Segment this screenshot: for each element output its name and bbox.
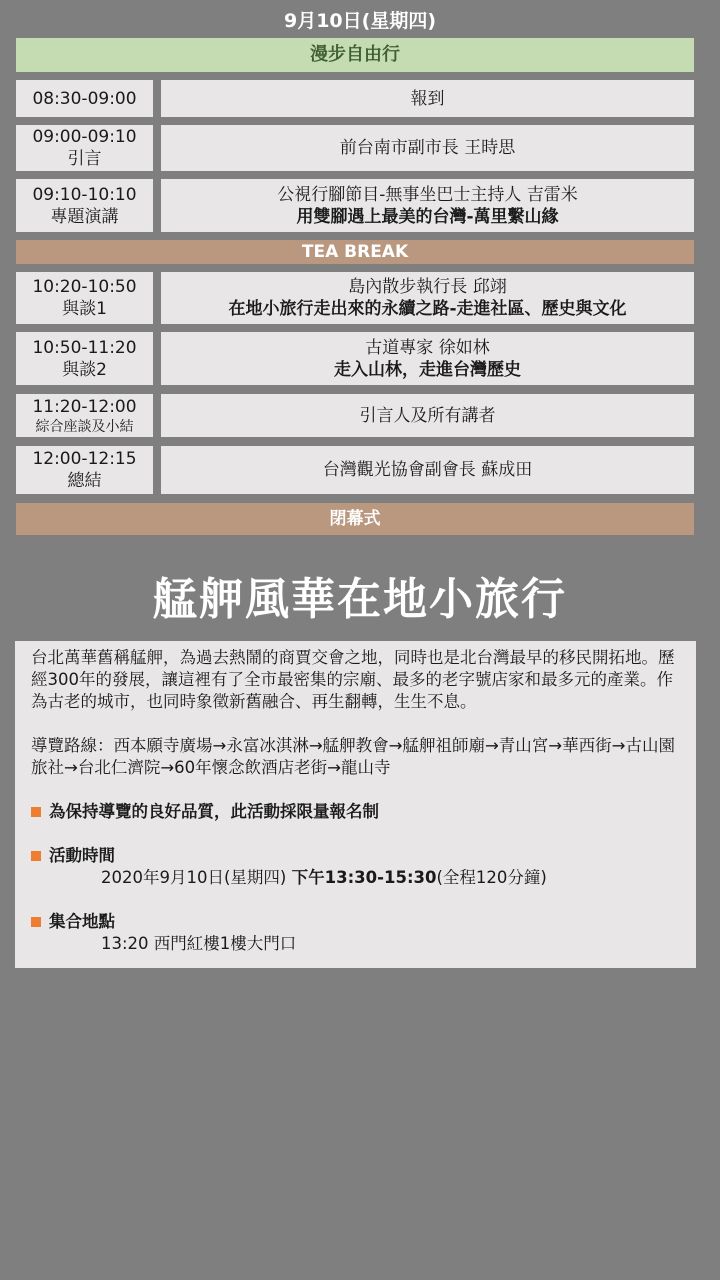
schedule-content-cell bbox=[161, 125, 694, 171]
bullet-square-icon bbox=[31, 807, 41, 817]
activity-date: 2020年9月10日(星期四) bbox=[101, 868, 287, 887]
schedule-content-cell bbox=[161, 446, 694, 494]
schedule-speaker: 古道專家 徐如林 bbox=[365, 337, 490, 358]
schedule-role: 總結 bbox=[67, 471, 102, 491]
activity-time-label: 活動時間 bbox=[49, 846, 115, 865]
tour-info-box bbox=[15, 641, 696, 968]
schedule-role: 與談1 bbox=[62, 299, 107, 319]
schedule-role: 與談2 bbox=[62, 359, 107, 380]
schedule-speaker: 公視行腳節目-無事坐巴士主持人 吉雷米 bbox=[277, 184, 578, 205]
meeting-point-value: 13:20 西門紅樓1樓大門口 bbox=[101, 934, 297, 953]
schedule-speaker: 前台南市副市長 王時思 bbox=[339, 138, 516, 158]
schedule-time-cell bbox=[16, 332, 153, 385]
activity-time-heading bbox=[31, 845, 686, 867]
schedule-time: 09:10-10:10 bbox=[32, 184, 137, 205]
schedule-content-cell bbox=[161, 80, 694, 117]
tour-route: 導覽路線：西本願寺廣場→永富冰淇淋→艋舺教會→艋舺祖師廟→青山宮→華西街→古山園旅社→台北仁濟院→60年懷念飲酒店老街→龍山寺 bbox=[31, 736, 675, 777]
schedule-content-cell bbox=[161, 272, 694, 324]
schedule-speaker: 台灣觀光協會副會長 蘇成田 bbox=[322, 460, 533, 480]
tour-title: 艋舺風華在地小旅行 bbox=[153, 574, 567, 625]
schedule-speaker: 引言人及所有講者 bbox=[359, 405, 496, 426]
schedule-topic: 在地小旅行走出來的永續之路-走進社區、歷史與文化 bbox=[228, 299, 627, 319]
meeting-point-heading bbox=[31, 911, 686, 933]
schedule-time: 12:00-12:15 bbox=[32, 449, 137, 469]
schedule-speaker: 報到 bbox=[410, 88, 445, 109]
schedule-time: 11:20-12:00 bbox=[32, 396, 137, 417]
schedule-content-cell bbox=[161, 394, 694, 437]
schedule-time: 10:50-11:20 bbox=[32, 337, 137, 358]
schedule-content-cell bbox=[161, 332, 694, 385]
schedule-time-cell bbox=[16, 394, 153, 437]
schedule-role: 綜合座談及小結 bbox=[35, 418, 134, 435]
schedule-time: 09:00-09:10 bbox=[32, 127, 137, 147]
schedule-speaker: 島內散步執行長 邱翊 bbox=[348, 277, 507, 297]
schedule-time-cell bbox=[16, 272, 153, 324]
schedule-time: 08:30-09:00 bbox=[32, 88, 137, 109]
schedule-time-cell bbox=[16, 179, 153, 232]
activity-time-value bbox=[31, 867, 686, 889]
date-title: 9月10日(星期四) bbox=[283, 10, 437, 32]
schedule-time-cell bbox=[16, 446, 153, 494]
bullet-square-icon bbox=[31, 917, 41, 927]
schedule-role: 引言 bbox=[67, 149, 102, 169]
closing-bar: 閉幕式 bbox=[16, 503, 694, 535]
activity-duration: (全程120分鐘) bbox=[436, 868, 547, 887]
section-walk-bar: 漫步自由行 bbox=[16, 38, 694, 72]
limit-note bbox=[31, 801, 686, 823]
schedule-topic: 走入山林，走進台灣歷史 bbox=[334, 359, 521, 380]
bullet-square-icon bbox=[31, 851, 41, 861]
schedule-content-cell bbox=[161, 179, 694, 232]
tour-intro: 台北萬華舊稱艋舺，為過去熱鬧的商賈交會之地，同時也是北台灣最早的移民開拓地。歷經300年的發展，讓這裡有了全市最密集的宗廟、最多的老字號店家和最多元的產業。作為古老的城市，也同時象徵新舊融合、再生翻轉，生生不息。 bbox=[31, 648, 675, 711]
limit-note-text: 為保持導覽的良好品質，此活動採限量報名制 bbox=[49, 802, 379, 821]
activity-time-range: 下午13:30-15:30 bbox=[291, 868, 437, 887]
meeting-point-label: 集合地點 bbox=[49, 912, 115, 931]
schedule-time-cell bbox=[16, 125, 153, 171]
schedule-topic: 用雙腳遇上最美的台灣-萬里繫山緣 bbox=[296, 206, 559, 227]
tea-break-bar: TEA BREAK bbox=[16, 240, 694, 264]
schedule-time-cell bbox=[16, 80, 153, 117]
schedule-role: 專題演講 bbox=[50, 206, 119, 227]
schedule-time: 10:20-10:50 bbox=[32, 277, 137, 297]
